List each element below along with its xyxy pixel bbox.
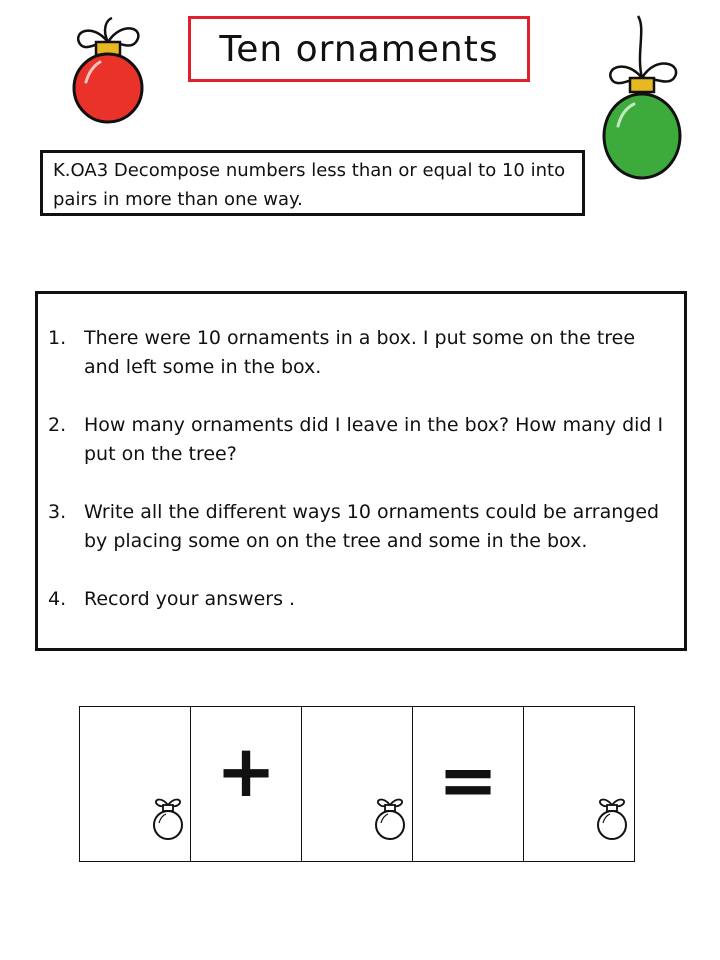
standard-text: K.OA3 Decompose numbers less than or equal to 10 into pairs in more than one way.	[53, 160, 566, 210]
list-item	[48, 324, 670, 382]
instructions-box	[35, 291, 687, 651]
list-item	[48, 585, 670, 614]
answer-box-addend-2[interactable]	[302, 707, 413, 861]
step-text: Write all the different ways 10 ornaments could be arranged by placing some on on the tree and some in the box.	[84, 501, 660, 552]
plus-cell	[191, 707, 302, 861]
answer-box-total[interactable]	[524, 707, 634, 861]
list-item	[48, 411, 670, 469]
equals-sign: =	[437, 738, 499, 822]
step-text: How many ornaments did I leave in the box? How many did I put on the tree?	[84, 414, 664, 465]
equals-cell	[413, 707, 524, 861]
green-ornament-icon	[596, 14, 690, 182]
list-item	[48, 498, 670, 556]
step-text: There were 10 ornaments in a box. I put some on the tree and left some in the box.	[84, 327, 636, 378]
step-number: 1.	[48, 327, 67, 349]
step-number: 3.	[48, 501, 67, 523]
step-number: 2.	[48, 414, 67, 436]
red-ornament-icon	[62, 12, 154, 130]
ornament-outline-icon	[150, 793, 186, 841]
page-title	[188, 16, 530, 82]
answer-box-addend-1[interactable]	[80, 707, 191, 861]
ornament-outline-icon	[594, 793, 630, 841]
ornament-outline-icon	[372, 793, 408, 841]
standard-box	[40, 150, 585, 216]
title-text: Ten ornaments	[219, 28, 499, 70]
step-number: 4.	[48, 588, 67, 610]
equation-table	[79, 706, 635, 862]
plus-sign: +	[215, 729, 277, 813]
step-text: Record your answers .	[84, 588, 296, 610]
